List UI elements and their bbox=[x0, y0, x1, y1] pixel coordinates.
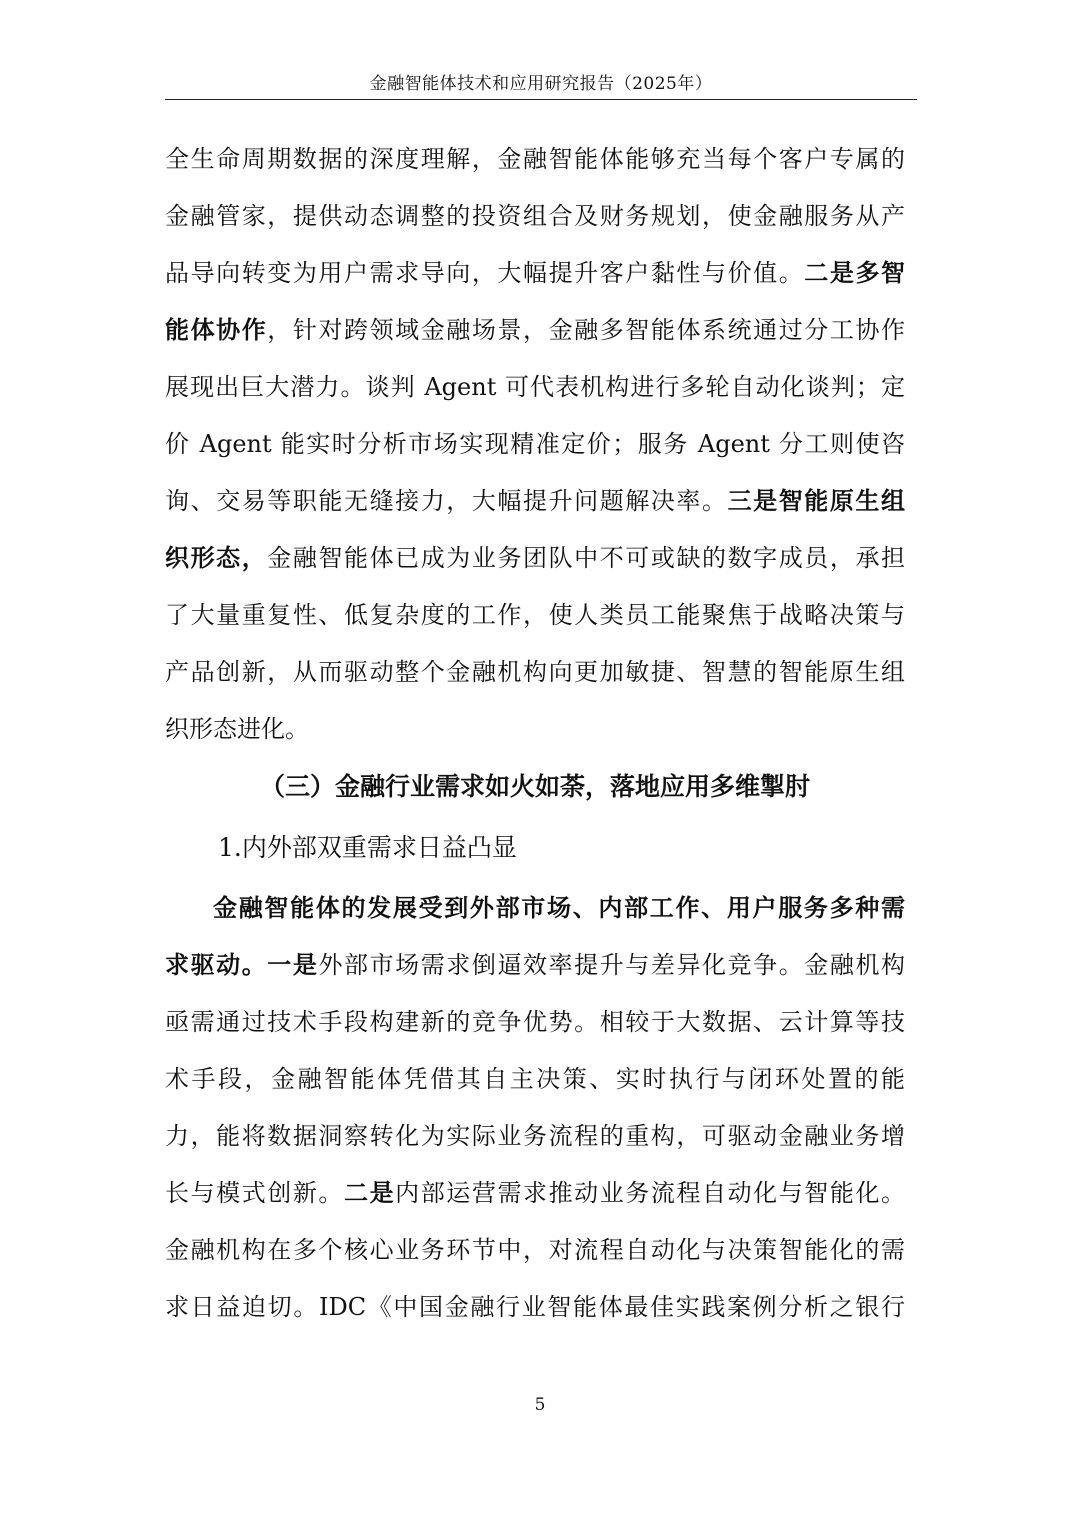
section-heading: （三）金融行业需求如火如荼，落地应用多维掣肘 bbox=[259, 772, 810, 801]
bold-run: 二是 bbox=[344, 1179, 396, 1207]
text-line: 金融智能体的发展受到外部市场、内部工作、用户服务多种需 bbox=[213, 894, 905, 922]
text-line: 力，能将数据洞察转化为实际业务流程的重构，可驱动金融业务增 bbox=[165, 1122, 905, 1150]
text-line bbox=[165, 541, 905, 575]
text-line: 了大量重复性、低复杂度的工作，使人类员工能聚焦于战略决策与 bbox=[165, 601, 905, 629]
text-run: 金融智能体已成为业务团队中不可或缺的数字成员，承担 bbox=[267, 544, 906, 572]
bold-run: 织形态， bbox=[165, 544, 268, 572]
running-header: 金融智能体技术和应用研究报告（2025年） bbox=[369, 74, 713, 94]
text-line: 术手段，金融智能体凭借其自主决策、实时执行与闭环处置的能 bbox=[165, 1065, 905, 1093]
text-run: 长与模式创新。 bbox=[165, 1179, 344, 1207]
text-line: 展现出巨大潜力。谈判 Agent 可代表机构进行多轮自动化谈判；定 bbox=[165, 373, 905, 401]
text-line bbox=[165, 1176, 905, 1210]
bold-run: 能体协作 bbox=[165, 316, 268, 344]
text-line bbox=[165, 484, 905, 518]
bold-run: 求驱动。 bbox=[165, 951, 268, 979]
text-line: 织形态进化。 bbox=[165, 715, 309, 743]
bold-run: 三是智能原生组 bbox=[727, 487, 906, 515]
text-line: 金融管家，提供动态调整的投资组合及财务规划，使金融服务从产 bbox=[165, 202, 905, 230]
text-run: 品导向转变为用户需求导向，大幅提升客户黏性与价值。 bbox=[165, 259, 805, 287]
text-line bbox=[165, 313, 905, 347]
text-line bbox=[165, 256, 905, 290]
text-line: 价 Agent 能实时分析市场实现精准定价；服务 Agent 分工则使咨 bbox=[165, 430, 905, 458]
text-line: 亟需通过技术手段构建新的竞争优势。相较于大数据、云计算等技 bbox=[165, 1008, 905, 1036]
bold-run: 一是 bbox=[267, 951, 319, 979]
header-divider bbox=[165, 99, 917, 100]
text-run: 询、交易等职能无缝接力，大幅提升问题解决率。 bbox=[165, 487, 728, 515]
text-line: 金融机构在多个核心业务环节中，对流程自动化与决策智能化的需 bbox=[165, 1236, 905, 1264]
subsection-heading: 1.内外部双重需求日益凸显 bbox=[218, 833, 517, 862]
text-line: 产品创新，从而驱动整个金融机构向更加敏捷、智慧的智能原生组 bbox=[165, 658, 905, 686]
page-number: 5 bbox=[534, 1395, 546, 1415]
text-run: 内部运营需求推动业务流程自动化与智能化。 bbox=[395, 1179, 906, 1207]
bold-run: 二是多智 bbox=[804, 259, 906, 287]
text-line: 全生命周期数据的深度理解，金融智能体能够充当每个客户专属的 bbox=[165, 145, 905, 173]
text-run: 外部市场需求倒逼效率提升与差异化竞争。金融机构 bbox=[318, 951, 906, 979]
text-line bbox=[165, 948, 905, 982]
text-line: 求日益迫切。IDC《中国金融行业智能体最佳实践案例分析之银行 bbox=[165, 1293, 905, 1321]
text-run: ，针对跨领域金融场景，金融多智能体系统通过分工协作 bbox=[267, 316, 906, 344]
